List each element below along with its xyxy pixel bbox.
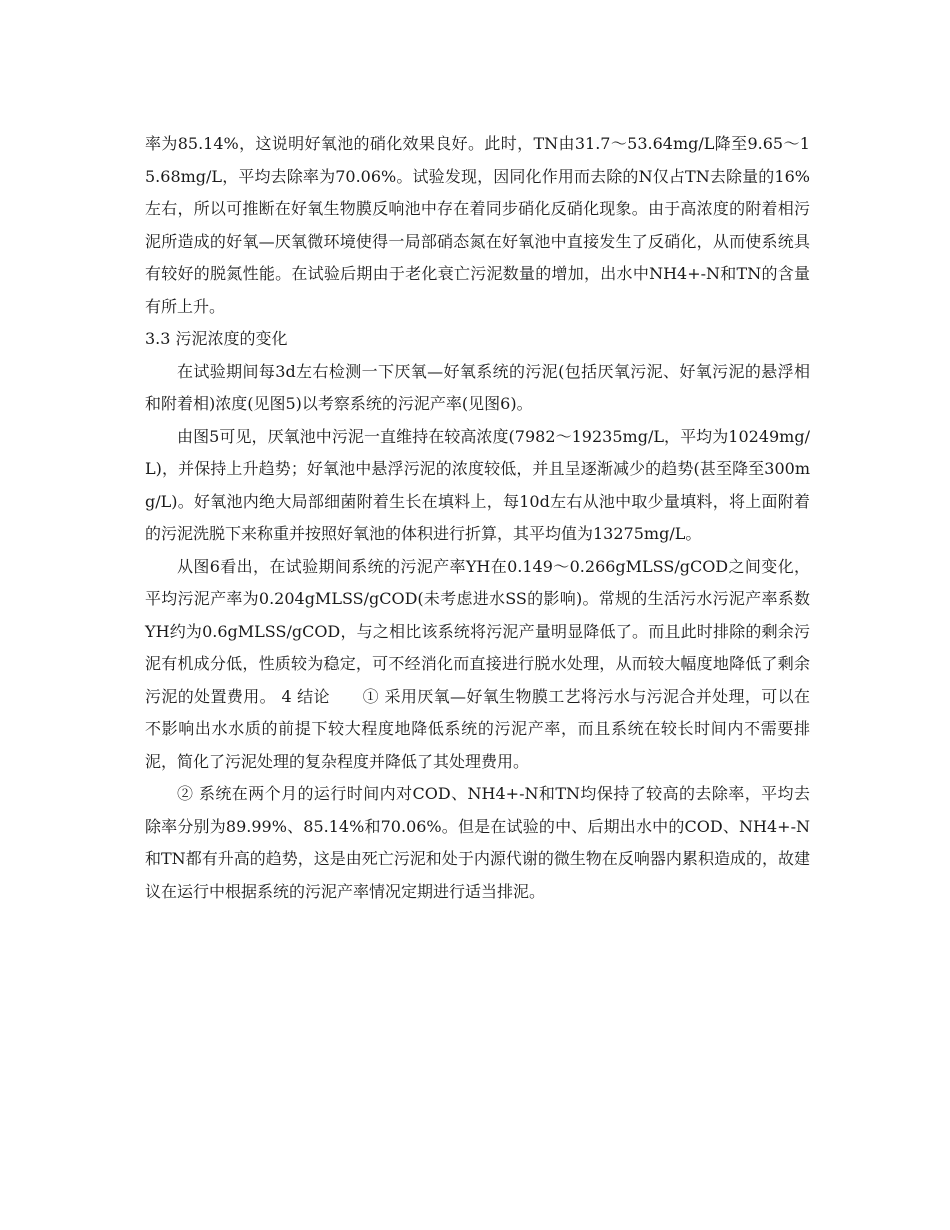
section-heading-3-3: 3.3 污泥浓度的变化 [145,329,288,348]
paragraph-sludge-sampling: 在试验期间每3d左右检测一下厌氧—好氧系统的污泥(包括厌氧污泥、好氧污泥的悬浮相和附着相)浓度(见图5)以考察系统的污泥产率(见图6)。 [145,361,810,413]
paragraph-figure-6-analysis-and-conclusion-1: 从图6看出，在试验期间系统的污泥产率YH在0.149～0.266gMLSS/gCOD之间变化，平均污泥产率为0.204gMLSS/gCOD(未考虑进水SS的影响)。常规的生活污水污泥产率系数YH约为0.6gMLSS/gCOD，与之相比该系统将污泥产量明显降低了。而且此时排除的剩余污泥有机成分低，性质较为稳定，可不经消化而直接进行脱水处理，从而较大幅度地降低了剩余污泥的处置费用。 4 结论 ① 采用厌氧—好氧生物膜工艺将污水与污泥合并处理，可以在不影响出水水质的前提下较大程度地降低系统的污泥产率，而且系统在较长时间内不需要排泥，简化了污泥处理的复杂程度并降低了其处理费用。 [145,556,810,771]
paragraph-nitrification-results: 率为85.14%，这说明好氧池的硝化效果良好。此时，TN由31.7～53.64mg/L降至9.65～15.68mg/L，平均去除率为70.06%。试验发现，因同化作用而去除的N仅占TN去除量的16%左右，所以可推断在好氧生物膜反响池中存在着同步硝化反硝化现象。由于高浓度的附着相污泥所造成的好氧—厌氧微环境使得一局部硝态氮在好氧池中直接发生了反硝化，从而使系统具有较好的脱氮性能。在试验后期由于老化衰亡污泥数量的增加，出水中NH4+-N和TN的含量有所上升。 [145,134,810,316]
paragraph-conclusion-2: ② 系统在两个月的运行时间内对COD、NH4+-N和TN均保持了较高的去除率，平均去除率分别为89.99%、85.14%和70.06%。但是在试验的中、后期出水中的COD、NH4+-N和TN都有升高的趋势，这是由死亡污泥和处于内源代谢的微生物在反响器内累积造成的，故建议在运行中根据系统的污泥产率情况定期进行适当排泥。 [145,784,810,901]
document-body [145,128,810,908]
paragraph-figure-5-analysis: 由图5可见，厌氧池中污泥一直维持在较高浓度(7982～19235mg/L，平均为10249mg/L)，并保持上升趋势；好氧池中悬浮污泥的浓度较低，并且呈逐渐减少的趋势(甚至降至300mg/L)。好氧池内绝大局部细菌附着生长在填料上，每10d左右从池中取少量填料，将上面附着的污泥洗脱下来称重并按照好氧池的体积进行折算，其平均值为13275mg/L。 [145,426,810,543]
